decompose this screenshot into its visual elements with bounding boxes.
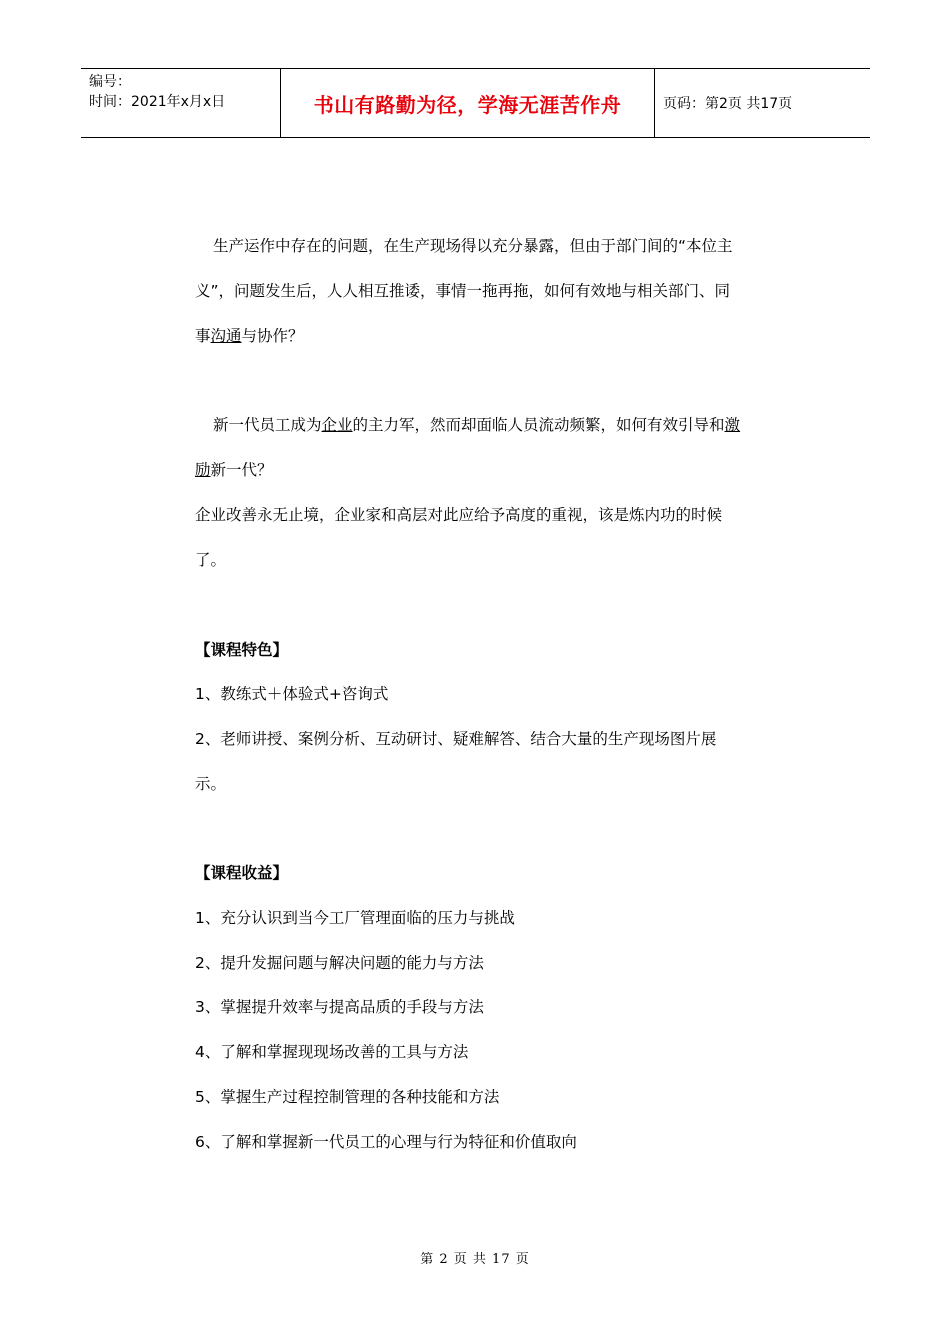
text-segment: 新一代？ [210, 461, 273, 479]
text-segment: 的主力军，然而却面临人员流动频繁，如何有效引导和 [352, 416, 725, 434]
feature-item: 2、老师讲授、案例分析、互动研讨、疑难解答、结合大量的生产现场图片展 [195, 730, 717, 748]
paragraph-2-line-1 [213, 413, 740, 435]
text-segment: 与协作？ [241, 327, 304, 345]
link-communication[interactable]: 沟通 [210, 327, 242, 345]
link-enterprise[interactable]: 企业 [321, 416, 353, 434]
feature-item: 1、教练式＋体验式+咨询式 [195, 685, 389, 703]
header-motto: 书山有路勤为径，学海无涯苦作舟 [281, 69, 655, 137]
document-date: 时间：2021年x月x日 [89, 94, 226, 110]
paragraph-1-line-2: 义”，问题发生后，人人相互推诿，事情一拖再拖，如何有效地与相关部门、同 [195, 282, 731, 300]
benefit-item: 5、掌握生产过程控制管理的各种技能和方法 [195, 1088, 500, 1106]
header-meta-cell [81, 69, 281, 137]
paragraph-2-line-2 [195, 458, 273, 480]
benefit-item: 1、充分认识到当今工厂管理面临的压力与挑战 [195, 909, 515, 927]
feature-item: 示。 [195, 775, 227, 793]
link-motivate-part2[interactable]: 励 [195, 461, 211, 479]
paragraph-1-line-3 [195, 324, 304, 346]
text-segment: 事 [195, 327, 211, 345]
paragraph-3-line-2: 了。 [195, 551, 227, 569]
paragraph-1-line-1: 生产运作中存在的问题，在生产现场得以充分暴露，但由于部门间的“本位主 [213, 237, 733, 255]
features-heading: 【课程特色】 [195, 641, 289, 659]
text-segment: 新一代员工成为 [213, 416, 322, 434]
benefit-item: 4、了解和掌握现现场改善的工具与方法 [195, 1043, 469, 1061]
header-table [81, 68, 870, 138]
page-footer: 第 2 页 共 17 页 [420, 1252, 530, 1267]
benefit-item: 6、了解和掌握新一代员工的心理与行为特征和价值取向 [195, 1133, 577, 1151]
header-page-info: 页码：第2页 共17页 [663, 96, 793, 112]
link-motivate-part1[interactable]: 激 [724, 416, 741, 434]
document-number-label: 编号： [89, 74, 131, 90]
paragraph-3-line-1: 企业改善永无止境，企业家和高层对此应给予高度的重视，该是炼内功的时候 [195, 506, 723, 524]
benefits-heading: 【课程收益】 [195, 864, 289, 882]
benefit-item: 3、掌握提升效率与提高品质的手段与方法 [195, 998, 484, 1016]
benefit-item: 2、提升发掘问题与解决问题的能力与方法 [195, 954, 484, 972]
